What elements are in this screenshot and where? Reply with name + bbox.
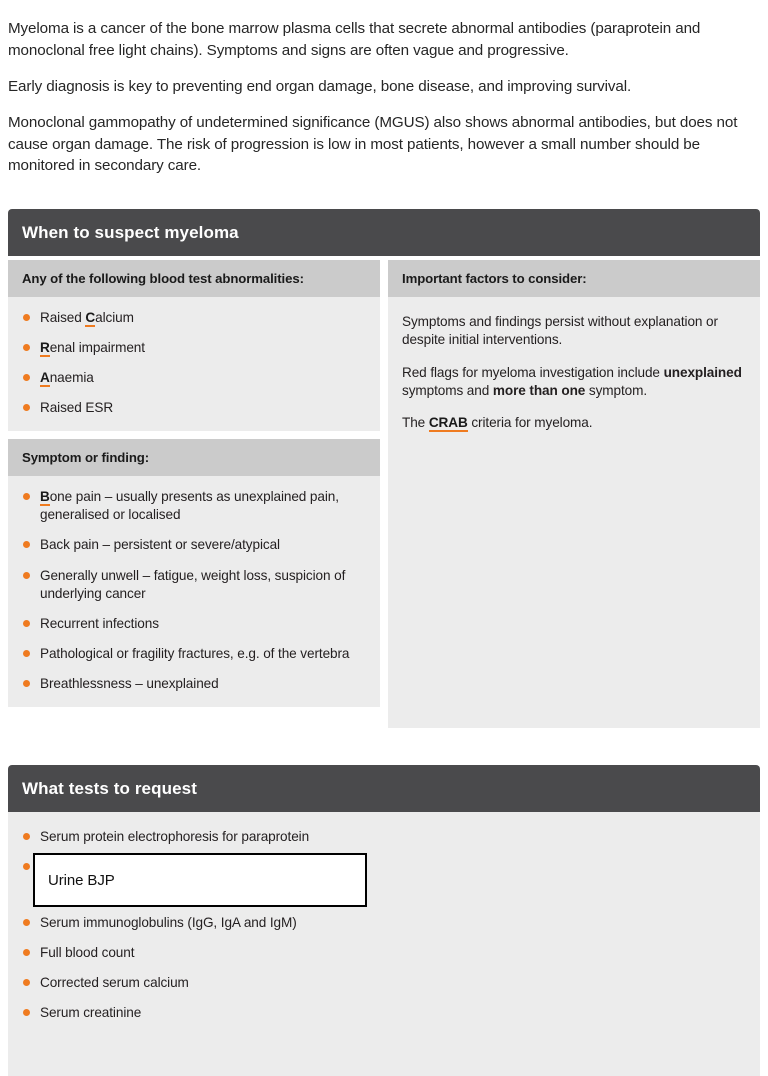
factors-p3-part-a: The: [402, 415, 429, 431]
item-prefix: Raised: [40, 310, 86, 325]
urine-bjp-text-input[interactable]: [33, 853, 367, 907]
block-content-blood-tests: [8, 297, 380, 431]
factors-paragraph-3: [402, 414, 744, 432]
item-prefix: Generally unwell – fatigue, weight loss, suspicion of underlying cancer: [40, 567, 346, 601]
factors-p2-part-b: symptoms and: [402, 383, 493, 399]
list-item: [22, 309, 364, 327]
item-rest: naemia: [49, 370, 94, 386]
list-item: [22, 369, 364, 387]
factors-p2-part-c: symptom.: [585, 383, 648, 399]
block-content-factors: [388, 297, 760, 447]
block-blood-test-abnormalities: [8, 260, 380, 431]
factors-p2-bold-more-than-one: more than one: [492, 383, 586, 399]
list-item: [22, 399, 364, 417]
list-item: Serum creatinine: [22, 1004, 744, 1022]
list-item: [22, 567, 364, 603]
item-prefix: Back pain – persistent or severe/atypical: [40, 537, 280, 553]
factors-paragraph-1: Symptoms and findings persist without explanation or despite initial interventions.: [402, 314, 718, 348]
blood-test-list: [22, 309, 364, 417]
block-important-factors: [388, 260, 760, 728]
block-heading-blood-tests: Any of the following blood test abnormalities:: [8, 260, 380, 297]
panel-header-suspect: [8, 209, 760, 256]
panel-header-tests: [8, 765, 760, 812]
suspect-left-column: [8, 260, 380, 707]
factors-paragraph-2: [402, 364, 744, 401]
intro-paragraph-1: Myeloma is a cancer of the bone marrow plasma cells that secrete abnormal antibodies (paraprotein and monoclonal free light chains). Symptoms and signs are often vague and progressive.: [8, 20, 701, 59]
panel-title-tests: What tests to request: [22, 778, 197, 798]
item-prefix: Pathological or fragility fractures, e.g. of the vertebra: [40, 645, 350, 661]
block-heading-factors: Important factors to consider:: [388, 260, 760, 297]
panel-what-tests-to-request: [8, 765, 760, 1076]
list-item: [22, 339, 364, 357]
panel-when-to-suspect-myeloma: [8, 209, 760, 728]
panel-body-suspect: [8, 256, 760, 728]
list-item: Full blood count: [22, 944, 744, 962]
list-item: Corrected serum calcium: [22, 974, 744, 992]
item-rest: enal impairment: [49, 340, 145, 356]
item-prefix: Breathlessness – unexplained: [40, 675, 219, 691]
factors-p2-part-a: Red flags for myeloma investigation include: [402, 364, 664, 380]
intro-paragraph-3: Monoclonal gammopathy of undetermined significance (MGUS) also shows abnormal antibodies, but does not cause organ damage. The risk of progression is low in most patients, however a small number should be monitored in secondary care.: [8, 113, 738, 175]
crab-initial: B: [40, 489, 50, 505]
panel-title-suspect: When to suspect myeloma: [22, 222, 239, 242]
block-content-symptoms: [8, 476, 380, 707]
intro-paragraph-2: Early diagnosis is key to preventing end organ damage, bone disease, and improving survival.: [8, 77, 632, 95]
factors-p2-bold-unexplained: unexplained: [663, 364, 742, 380]
crab-initial: A: [40, 370, 50, 386]
urine-bjp-value: Urine BJP: [48, 871, 115, 889]
item-prefix: Recurrent infections: [40, 615, 159, 631]
block-symptom-or-finding: [8, 439, 380, 707]
list-item: [22, 675, 364, 693]
list-item: [22, 615, 364, 633]
list-item: Serum protein electrophoresis for paraprotein: [22, 828, 744, 846]
panel-body-tests: [8, 812, 760, 1076]
suspect-right-column: [388, 260, 760, 728]
symptom-list: [22, 488, 364, 693]
list-item: Serum immunoglobulins (IgG, IgA and IgM): [22, 914, 744, 932]
list-item: [22, 488, 364, 524]
crab-acronym: CRAB: [428, 415, 468, 431]
list-item: [22, 645, 364, 663]
item-prefix: Raised ESR: [40, 400, 114, 416]
block-heading-symptoms: Symptom or finding:: [8, 439, 380, 476]
crab-initial: C: [85, 310, 96, 325]
intro-section: [0, 0, 768, 177]
item-rest: alcium: [95, 310, 134, 325]
factors-p3-part-b: criteria for myeloma.: [467, 415, 593, 431]
list-item: [22, 536, 364, 554]
crab-initial: R: [40, 340, 50, 356]
item-rest: one pain – usually presents as unexplained pain, generalised or localised: [40, 489, 339, 523]
